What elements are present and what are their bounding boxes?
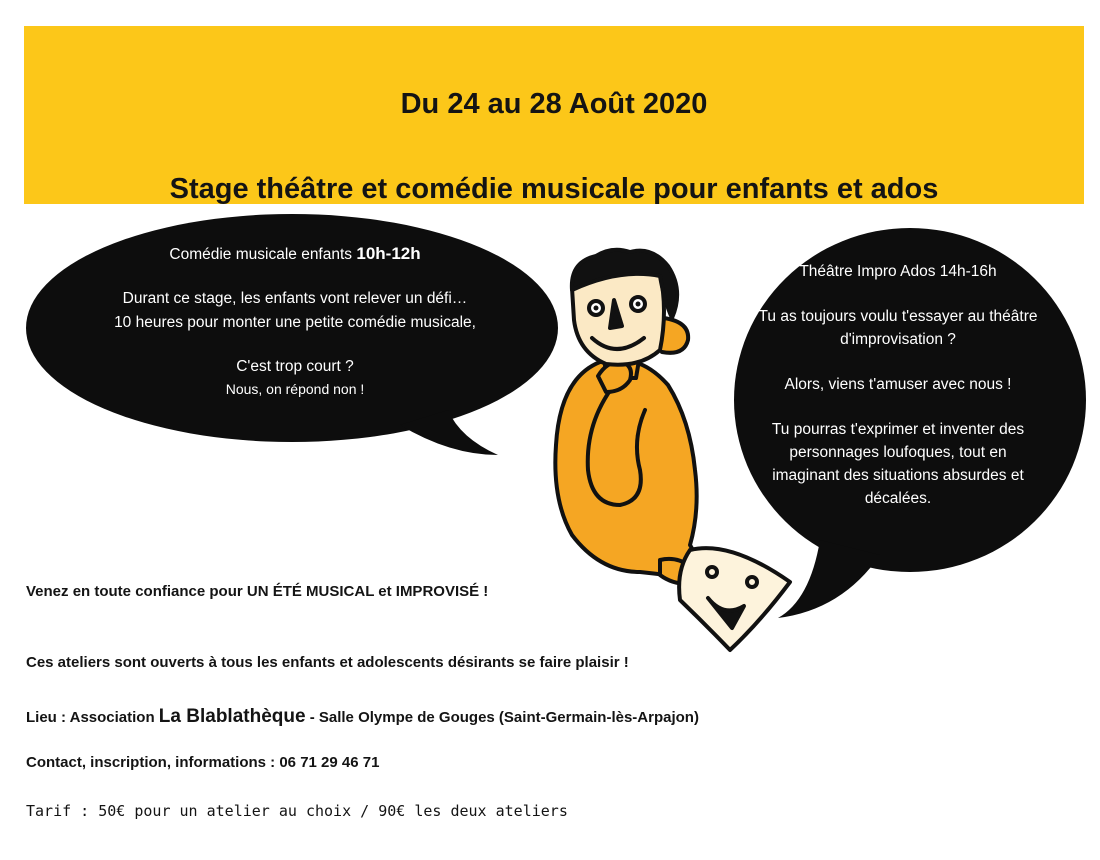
contact-line: Contact, inscription, informations : 06 71 29 46 71	[26, 754, 380, 771]
right-bubble-p1-line-2: d'improvisation ?	[840, 331, 956, 348]
smiling-actor-icon	[555, 250, 696, 584]
price-line: Tarif : 50€ pour un atelier au choix / 90€ les deux ateliers	[26, 802, 568, 820]
event-title: Stage théâtre et comédie musicale pour enfants et ados	[169, 173, 939, 205]
right-bubble-p3-line-4: décalées.	[864, 490, 932, 507]
right-bubble-p1-line-1: Tu as toujours voulu t'essayer au théâtre	[758, 308, 1038, 325]
left-bubble-line-4: Nous, on répond non !	[225, 381, 365, 397]
right-bubble-heading: Théâtre Impro Ados 14h-16h	[799, 263, 997, 280]
right-bubble-p3-line-1: Tu pourras t'exprimer et inventer des	[771, 421, 1025, 438]
left-bubble-text	[60, 242, 530, 399]
location-line	[26, 706, 699, 728]
right-bubble-p2: Alors, viens t'amuser avec nous !	[784, 376, 1012, 393]
right-bubble-p3-line-3: imaginant des situations absurdes et	[772, 467, 1024, 484]
left-bubble-line-3: C'est trop court ?	[236, 358, 354, 375]
left-bubble-heading	[60, 242, 530, 267]
theatre-mask-icon	[679, 548, 790, 650]
right-bubble-text	[738, 260, 1058, 510]
audience-line: Ces ateliers sont ouverts à tous les enfants et adolescents désirants se faire plaisir !	[26, 654, 629, 671]
left-bubble-line-1: Durant ce stage, les enfants vont relever un défi…	[122, 290, 468, 307]
event-dates: Du 24 au 28 Août 2020	[400, 88, 708, 120]
association-name: La Blablathèque	[158, 706, 306, 727]
confidence-line: Venez en toute confiance pour UN ÉTÉ MUSICAL et IMPROVISÉ !	[26, 583, 489, 600]
location-prefix: Lieu : Association	[26, 709, 159, 726]
location-suffix: - Salle Olympe de Gouges (Saint-Germain-lès-Arpajon)	[305, 709, 699, 726]
kids-workshop-name: Comédie musicale enfants	[169, 246, 353, 263]
kids-workshop-time: 10h-12h	[356, 244, 421, 263]
right-bubble-p3-line-2: personnages loufoques, tout en	[789, 444, 1007, 461]
left-bubble-line-2: 10 heures pour monter une petite comédie musicale,	[114, 314, 476, 331]
